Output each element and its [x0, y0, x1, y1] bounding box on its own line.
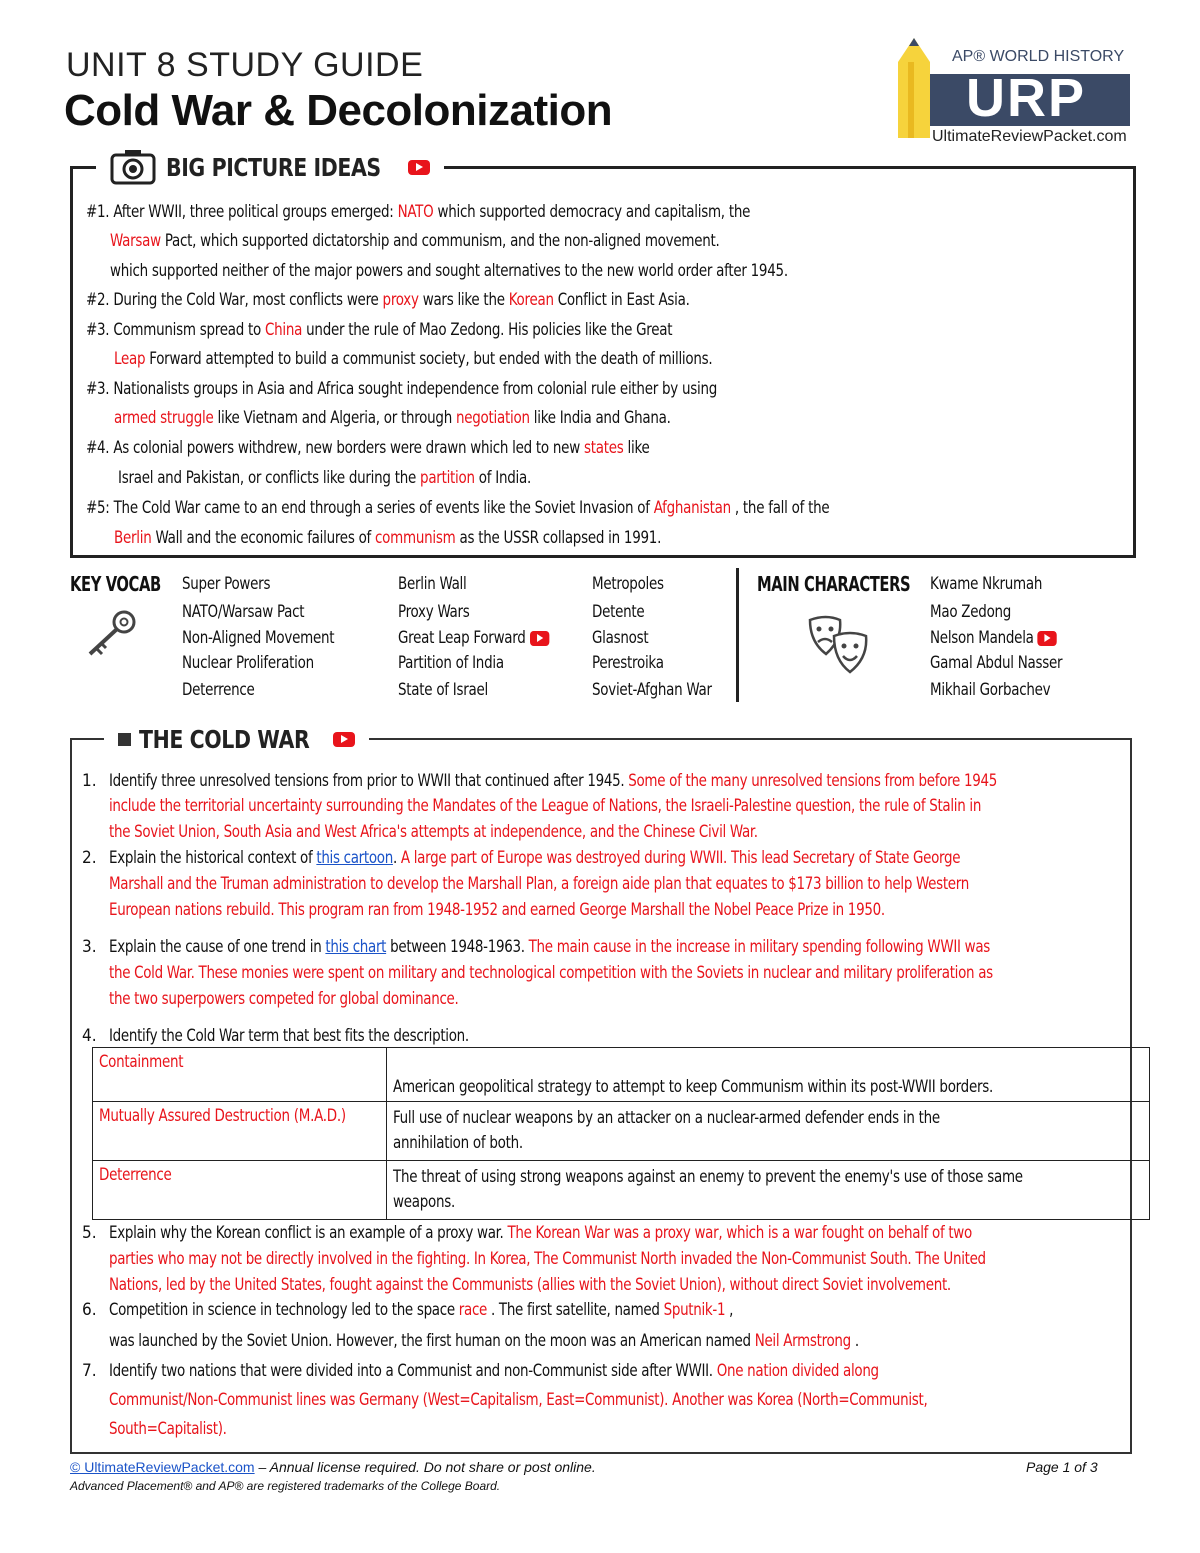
term-cell: Containment	[93, 1048, 387, 1102]
cold-war-header	[104, 722, 369, 756]
vocab-item: Partition of India	[398, 653, 504, 673]
vocab-item: Non-Aligned Movement	[182, 628, 335, 648]
bp-line-10: Israel and Pakistan, or conflicts like during the partition of India.	[118, 468, 531, 488]
bp-line-9: #4. As colonial powers withdrew, new borders were drawn which led to new states like	[86, 438, 650, 458]
q2-number: 2.	[82, 848, 97, 868]
q4-line-1: Identify the Cold War term that best fits the description.	[109, 1026, 469, 1046]
vocab-item: Metropoles	[592, 574, 664, 594]
key-vocab-title: KEY VOCAB	[70, 572, 161, 596]
youtube-icon[interactable]	[1038, 631, 1057, 646]
q1-number: 1.	[82, 771, 97, 791]
q6-line-1: Competition in science in technology led to the space race . The first satellite, named Sputnik-1 ,	[109, 1300, 734, 1320]
bp-line-12: Berlin Wall and the economic failures of communism as the USSR collapsed in 1991.	[114, 528, 662, 548]
youtube-icon[interactable]	[333, 732, 355, 747]
vocab-item: Perestroika	[592, 653, 664, 673]
page-title: Cold War & Decolonization	[64, 86, 613, 135]
cartoon-link[interactable]: this cartoon	[316, 848, 393, 868]
q5-line-1: Explain why the Korean conflict is an example of a proxy war. The Korean War was a proxy war, which is a war fought on behalf of two	[109, 1223, 972, 1243]
vocab-item: Super Powers	[182, 574, 271, 594]
q6-number: 6.	[82, 1300, 97, 1320]
definition-cell: The threat of using strong weapons against an enemy to prevent the enemy's use of those same weapons.	[386, 1161, 1149, 1220]
bp-line-8: armed struggle like Vietnam and Algeria, or through negotiation like India and Ghana.	[114, 408, 671, 428]
logo-urp-text: URP	[966, 68, 1087, 128]
vocab-item: Glasnost	[592, 628, 649, 648]
vocab-item: Detente	[592, 602, 645, 622]
vocab-item: Great Leap Forward	[398, 628, 549, 648]
footer-link[interactable]: © UltimateReviewPacket.com	[70, 1459, 255, 1475]
q7-line-1: Identify two nations that were divided into a Communist and non-Communist side after WWII. One nation divided along	[109, 1361, 879, 1381]
terms-table	[92, 1047, 1150, 1220]
big-picture-header	[96, 148, 444, 186]
q3-line-1: Explain the cause of one trend in this chart between 1948-1963. The main cause in the increase in military spending following WWII was	[109, 937, 990, 957]
q7-line-2: Communist/Non-Communist lines was Germany (West=Capitalism, East=Communist). Another was Korea (North=Communist,	[109, 1390, 928, 1410]
page-number: Page 1 of 3	[1026, 1459, 1098, 1475]
youtube-icon[interactable]	[530, 631, 549, 646]
square-bullet-icon	[118, 733, 131, 746]
camera-icon	[110, 149, 156, 185]
key-icon	[84, 608, 140, 660]
table-row	[93, 1161, 1150, 1220]
term-cell: Mutually Assured Destruction (M.A.D.)	[93, 1102, 387, 1161]
definition-cell: American geopolitical strategy to attempt to keep Communism within its post-WWII borders.	[386, 1048, 1149, 1102]
vocab-item: Berlin Wall	[398, 574, 467, 594]
theater-masks-icon	[806, 614, 870, 676]
footer-trademark: Advanced Placement® and AP® are registered trademarks of the College Board.	[70, 1479, 501, 1493]
q7-line-3: South=Capitalist).	[109, 1419, 227, 1439]
character-item: Kwame Nkrumah	[930, 574, 1043, 594]
table-row	[93, 1102, 1150, 1161]
q2-line-2: Marshall and the Truman administration to develop the Marshall Plan, a foreign aide plan that equates to $173 billion to help Western	[109, 874, 969, 894]
bp-line-4: #2. During the Cold War, most conflicts were proxy wars like the Korean Conflict in East Asia.	[86, 290, 690, 310]
vocab-item: Deterrence	[182, 680, 255, 700]
character-item: Mao Zedong	[930, 602, 1012, 622]
bp-line-3: which supported neither of the major powers and sought alternatives to the new world order after 1945.	[110, 261, 788, 281]
q1-line-3: the Soviet Union, South Asia and West Africa's attempts at independence, and the Chinese Civil War.	[109, 822, 758, 842]
q2-line-3: European nations rebuild. This program ran from 1948-1952 and earned George Marshall the Nobel Peace Prize in 1950.	[109, 900, 885, 920]
vocab-item: Proxy Wars	[398, 602, 470, 622]
bp-line-1: #1. After WWII, three political groups emerged: NATO which supported democracy and capitalism, the	[86, 202, 751, 222]
q1-line-2: include the territorial uncertainty surrounding the Mandates of the League of Nations, the Israeli-Palestine question, the rule of Stalin in	[109, 796, 982, 816]
cold-war-title: THE COLD WAR	[139, 724, 310, 754]
term-cell: Deterrence	[93, 1161, 387, 1220]
bp-line-6: Leap Forward attempted to build a communist society, but ended with the death of millions.	[114, 349, 713, 369]
q7-number: 7.	[82, 1361, 97, 1381]
logo-url-text: UltimateReviewPacket.com	[932, 128, 1127, 145]
q3-line-3: the two superpowers competed for global dominance.	[109, 989, 459, 1009]
main-characters-title: MAIN CHARACTERS	[757, 572, 911, 596]
q2-line-1: Explain the historical context of this cartoon. A large part of Europe was destroyed during WWII. This lead Secretary of State George	[109, 848, 961, 868]
definition-cell: Full use of nuclear weapons by an attacker on a nuclear-armed defender ends in the annihilation of both.	[386, 1102, 1149, 1161]
vocab-divider	[736, 568, 739, 702]
character-item: Gamal Abdul Nasser	[930, 653, 1063, 673]
q5-line-3: Nations, led by the United States, fought against the Communists (allies with the Soviet Union), without direct Soviet involvement.	[109, 1275, 951, 1295]
q5-number: 5.	[82, 1223, 97, 1243]
bp-line-5: #3. Communism spread to China under the rule of Mao Zedong. His policies like the Great	[86, 320, 673, 340]
q3-line-2: the Cold War. These monies were spent on military and technological competition with the Soviets in nuclear and military proliferation as	[109, 963, 993, 983]
big-picture-title: BIG PICTURE IDEAS	[166, 152, 381, 182]
table-row	[93, 1048, 1150, 1102]
q1-line-1: Identify three unresolved tensions from prior to WWII that continued after 1945. Some of the many unresolved tensions from before 1945	[109, 771, 997, 791]
unit-label: UNIT 8 STUDY GUIDE	[66, 46, 424, 84]
bp-line-2: Warsaw Pact, which supported dictatorship and communism, and the non-aligned movement.	[110, 231, 720, 251]
q6-line-2: was launched by the Soviet Union. However, the first human on the moon was an American named Neil Armstrong .	[109, 1331, 859, 1351]
bp-line-7: #3. Nationalists groups in Asia and Africa sought independence from colonial rule either by using	[86, 379, 718, 399]
vocab-item: Nuclear Proliferation	[182, 653, 314, 673]
q4-number: 4.	[82, 1026, 97, 1046]
bp-line-11: #5: The Cold War came to an end through a series of events like the Soviet Invasion of Afghanistan , the fall of the	[86, 498, 830, 518]
chart-link[interactable]: this chart	[325, 937, 387, 957]
q3-number: 3.	[82, 937, 97, 957]
youtube-icon[interactable]	[408, 160, 430, 175]
q5-line-2: parties who may not be directly involved in the fighting. In Korea, The Communist North invaded the Non-Communist South. The United	[109, 1249, 986, 1269]
vocab-item: State of Israel	[398, 680, 488, 700]
footer-license: © UltimateReviewPacket.com – Annual license required. Do not share or post online.	[70, 1459, 596, 1475]
character-item: Mikhail Gorbachev	[930, 680, 1051, 700]
vocab-item: Soviet-Afghan War	[592, 680, 712, 700]
urp-logo	[896, 34, 1130, 152]
vocab-item: NATO/Warsaw Pact	[182, 602, 305, 622]
logo-ap-text: AP® WORLD HISTORY	[952, 48, 1125, 65]
character-item: Nelson Mandela	[930, 628, 1057, 648]
